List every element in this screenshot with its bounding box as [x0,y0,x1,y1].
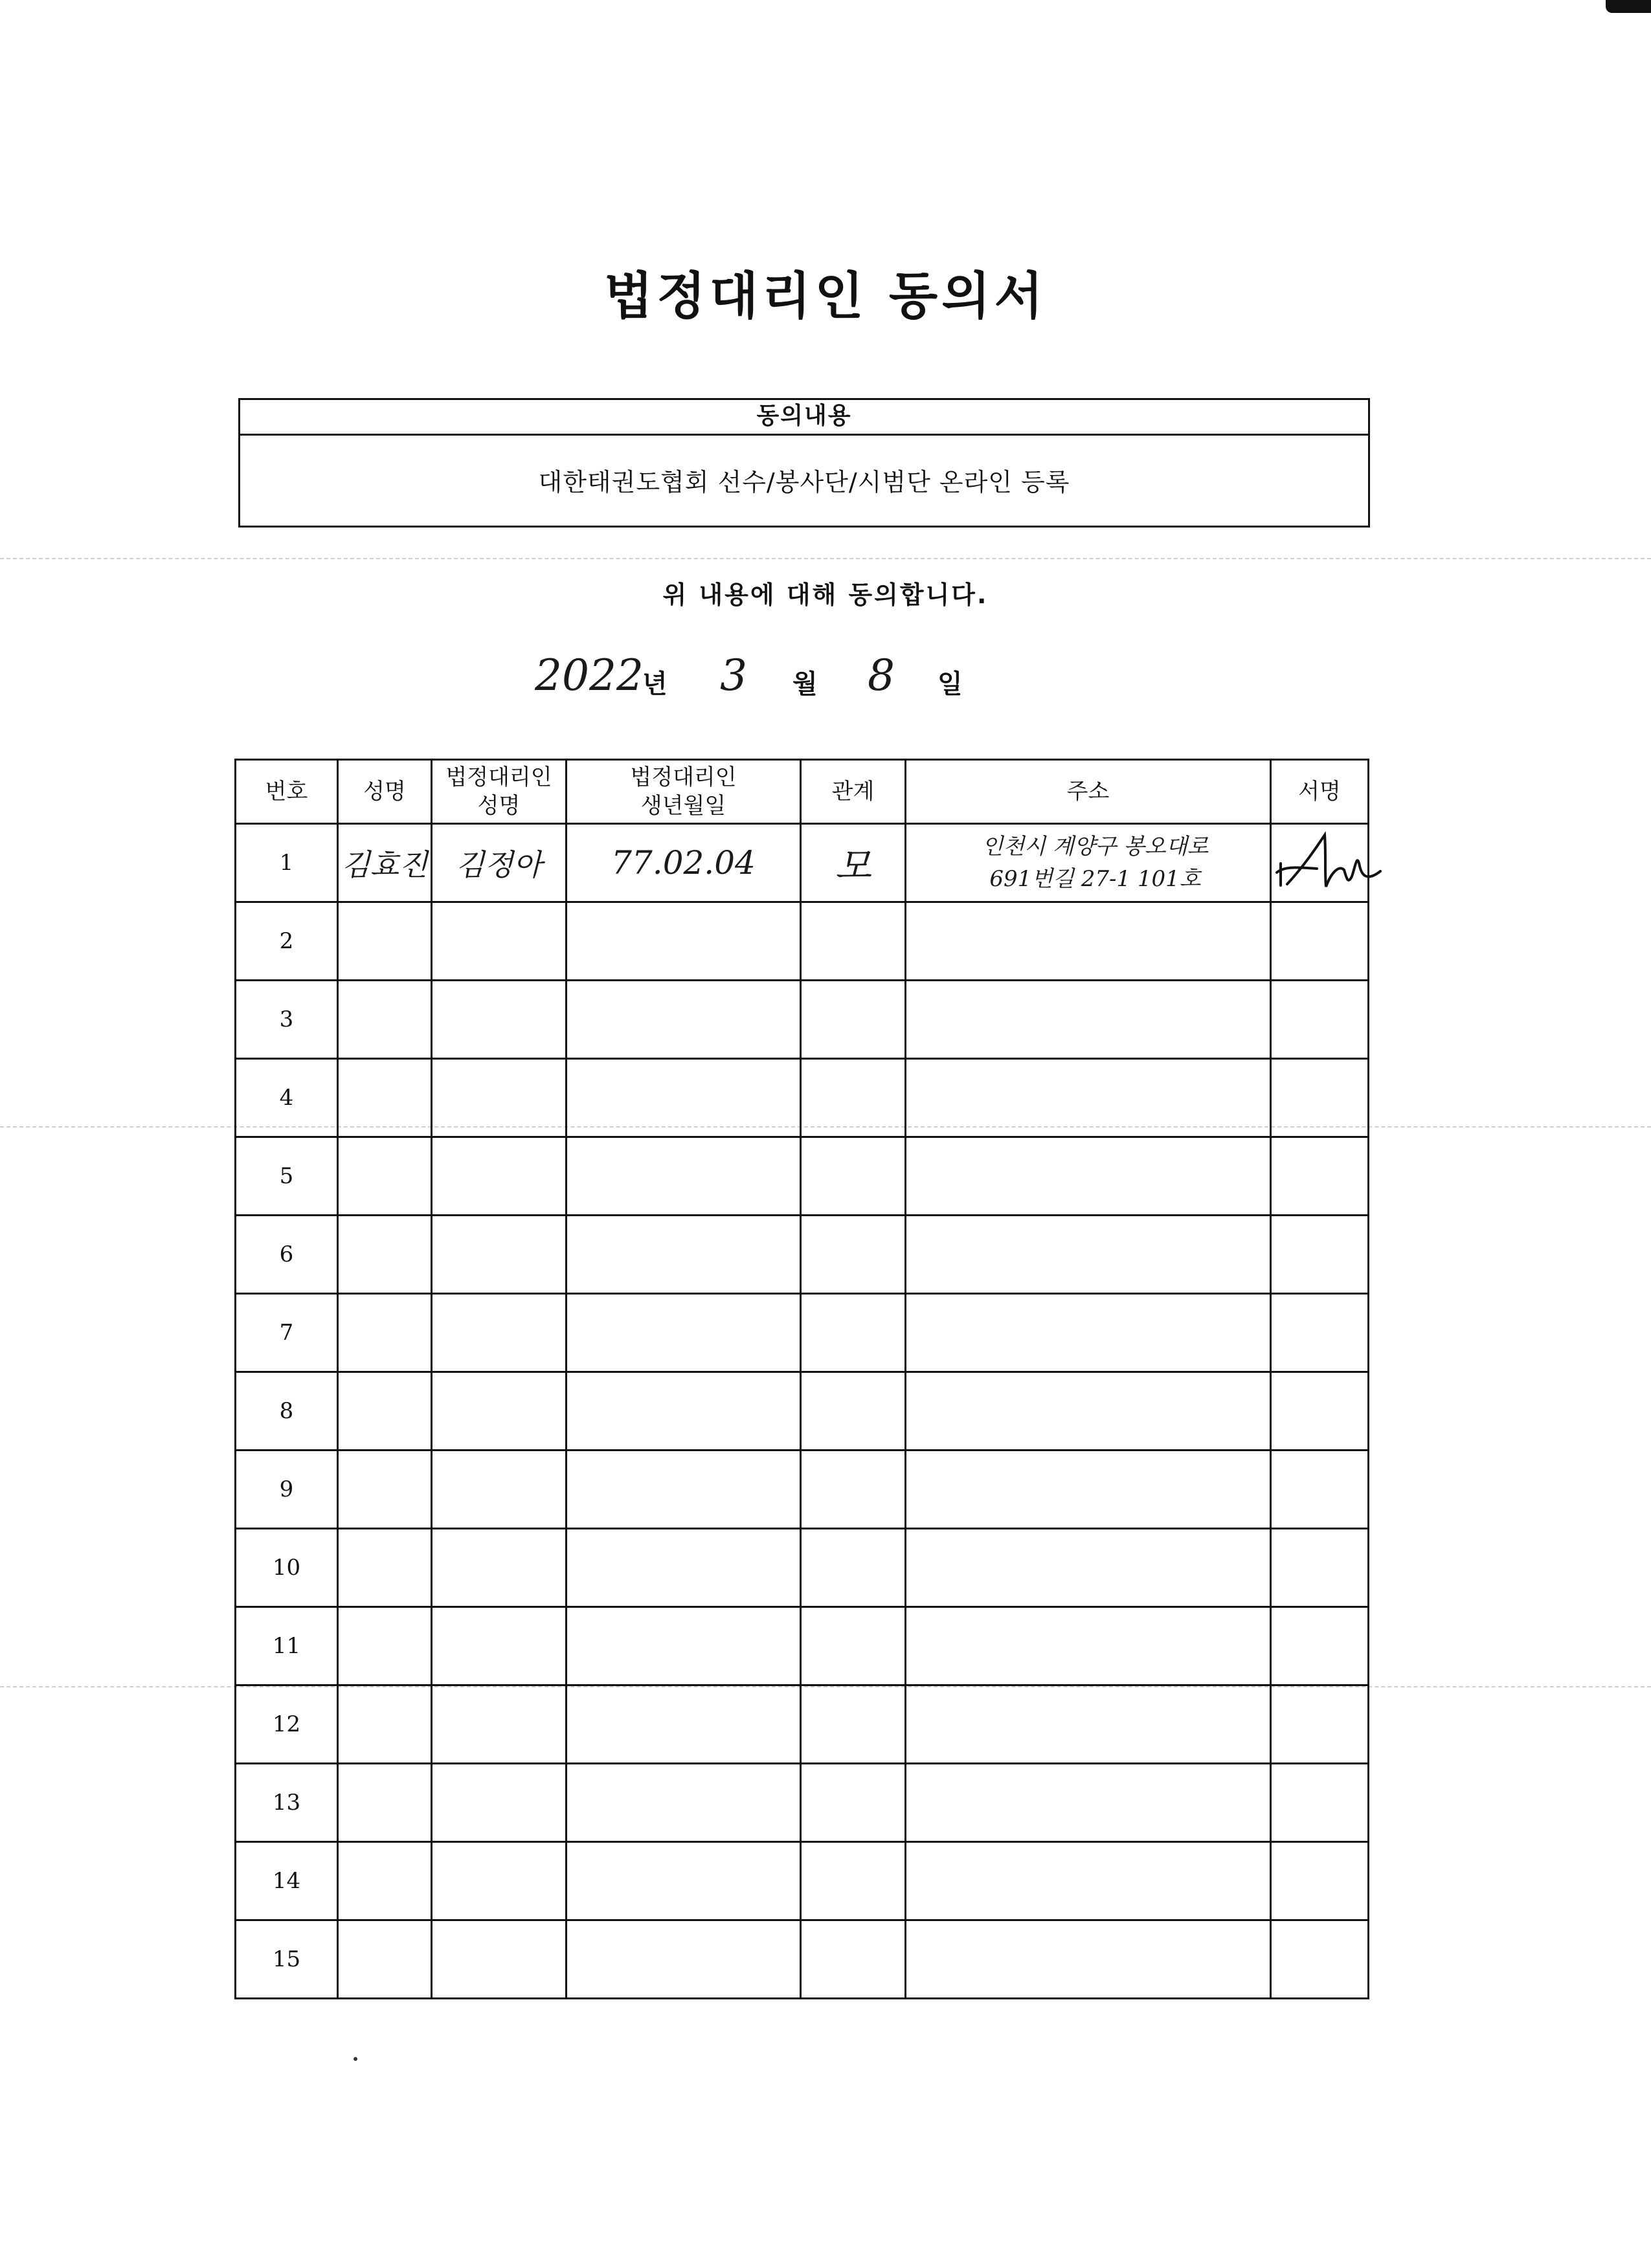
header-signature: 서명 [1271,760,1369,824]
relation-cell[interactable] [801,1685,906,1764]
row-number: 13 [236,1764,338,1842]
row-number: 12 [236,1685,338,1764]
relation-cell[interactable] [801,1764,906,1842]
rep-name-cell[interactable] [432,1216,567,1294]
relation-cell[interactable] [801,902,906,981]
relation-cell[interactable] [801,1216,906,1294]
row-number: 5 [236,1137,338,1216]
table-row [236,1294,1369,1372]
header-name: 성명 [338,760,432,824]
scan-speck [354,2057,357,2061]
table-row [236,1137,1369,1216]
rep-name-cell[interactable] [432,1685,567,1764]
row-number: 3 [236,981,338,1059]
header-rep-name-line2: 성명 [477,793,521,819]
signature-cell[interactable] [1271,1216,1369,1294]
relation-handwritten: 모 [801,824,906,902]
address-cell[interactable] [906,1842,1271,1920]
relation-cell[interactable] [801,1529,906,1607]
rep-birth-cell[interactable] [567,1451,801,1529]
signature-cell[interactable] [1271,902,1369,981]
table-row [236,824,1369,902]
signature-cell[interactable] [1271,1059,1369,1137]
table-header-row [236,760,1369,824]
address-cell[interactable] [906,902,1271,981]
relation-cell[interactable] [801,981,906,1059]
header-rep-birth [567,760,801,824]
address-cell[interactable] [906,1920,1271,1999]
table-row [236,1607,1369,1685]
table-row [236,1529,1369,1607]
agree-statement: 위 내용에 대해 동의합니다. [662,581,989,609]
header-address: 주소 [906,760,1271,824]
row-number: 1 [236,824,338,902]
rep-name-cell[interactable] [432,1294,567,1372]
date-day-handwritten: 8 [868,650,895,700]
address-cell[interactable] [906,1764,1271,1842]
consent-content: 대한태권도협회 선수/봉사단/시범단 온라인 등록 [538,468,1070,496]
address-line1: 인천시 계양구 봉오대로 [982,834,1209,860]
consent-box [238,398,1370,528]
address-line2: 691번길 27-1 101호 [989,866,1201,892]
relation-cell[interactable] [801,1294,906,1372]
rep-birth-cell[interactable] [567,1842,801,1920]
applicant-name-cell[interactable] [338,1920,432,1999]
date-line [0,650,1651,709]
row-number: 4 [236,1059,338,1137]
row-number: 11 [236,1607,338,1685]
date-month-handwritten: 3 [720,650,747,700]
applicant-name-cell[interactable] [338,1294,432,1372]
table-row [236,981,1369,1059]
header-rep-name [432,760,567,824]
applicant-name-cell[interactable] [338,981,432,1059]
relation-cell[interactable] [801,1137,906,1216]
rep-name-cell[interactable] [432,981,567,1059]
date-year-handwritten: 2022 [535,650,644,700]
header-rep-birth-line1: 법정대리인 [630,764,737,790]
table-row [236,1372,1369,1451]
signature-cell[interactable] [1271,1529,1369,1607]
handwritten-signature [1272,827,1382,898]
fold-line [0,558,1651,559]
rep-birth-cell[interactable] [567,1137,801,1216]
applicant-name-cell[interactable] [338,1764,432,1842]
table-row [236,1764,1369,1842]
rep-name-handwritten: 김정아 [432,824,567,902]
applicant-name-cell[interactable] [338,1451,432,1529]
address-cell[interactable] [906,1451,1271,1529]
address-cell[interactable] [906,1372,1271,1451]
document-title: 법정대리인 동의서 [604,267,1047,326]
rep-name-cell[interactable] [432,1451,567,1529]
date-month-label: 월 [792,669,818,699]
rep-birth-cell[interactable] [567,1529,801,1607]
rep-birth-handwritten: 77.02.04 [567,824,801,902]
row-number: 7 [236,1294,338,1372]
applicant-name-cell[interactable] [338,902,432,981]
rep-birth-cell[interactable] [567,1920,801,1999]
rep-birth-cell[interactable] [567,1216,801,1294]
rep-birth-cell[interactable] [567,1607,801,1685]
relation-cell[interactable] [801,1920,906,1999]
rep-birth-cell[interactable] [567,1764,801,1842]
address-cell[interactable] [906,1294,1271,1372]
applicant-name-cell[interactable] [338,1842,432,1920]
representative-table [234,759,1369,1999]
rep-birth-cell[interactable] [567,1685,801,1764]
table-row [236,1216,1369,1294]
signature-cell[interactable] [1271,1607,1369,1685]
rep-birth-cell[interactable] [567,1294,801,1372]
rep-birth-cell[interactable] [567,1372,801,1451]
address-cell[interactable] [906,1137,1271,1216]
address-cell[interactable] [906,1529,1271,1607]
row-number: 15 [236,1920,338,1999]
date-year-label: 년 [642,669,668,699]
applicant-name-cell[interactable] [338,1372,432,1451]
address-cell[interactable] [906,1216,1271,1294]
rep-birth-cell[interactable] [567,1059,801,1137]
rep-name-cell[interactable] [432,1607,567,1685]
applicant-name-cell[interactable] [338,1529,432,1607]
address-cell[interactable] [906,1059,1271,1137]
rep-birth-cell[interactable] [567,981,801,1059]
header-relation: 관계 [801,760,906,824]
signature-cell[interactable] [1271,1137,1369,1216]
header-no: 번호 [236,760,338,824]
header-rep-name-line1: 법정대리인 [445,764,552,790]
row-number: 2 [236,902,338,981]
signature-cell[interactable] [1271,1685,1369,1764]
relation-cell[interactable] [801,1059,906,1137]
row-number: 8 [236,1372,338,1451]
header-rep-birth-line2: 생년월일 [640,793,726,819]
address-cell[interactable] [906,981,1271,1059]
rep-name-cell[interactable] [432,1059,567,1137]
table-row [236,1451,1369,1529]
scan-corner-mark [1606,0,1651,13]
signature-cell[interactable] [1271,1842,1369,1920]
row-number: 9 [236,1451,338,1529]
address-handwritten [906,824,1271,902]
signature-cell[interactable] [1271,1372,1369,1451]
table-row [236,1842,1369,1920]
rep-name-cell[interactable] [432,1842,567,1920]
relation-cell[interactable] [801,1607,906,1685]
table-row [236,1920,1369,1999]
table-row [236,902,1369,981]
row-number: 6 [236,1216,338,1294]
address-cell[interactable] [906,1685,1271,1764]
applicant-name-cell[interactable] [338,1216,432,1294]
signature-cell [1271,824,1369,902]
signature-cell[interactable] [1271,1764,1369,1842]
table-row [236,1685,1369,1764]
consent-header: 동의내용 [240,400,1368,436]
signature-cell[interactable] [1271,981,1369,1059]
rep-name-cell[interactable] [432,1920,567,1999]
rep-name-cell[interactable] [432,1137,567,1216]
rep-name-cell[interactable] [432,1372,567,1451]
rep-name-cell[interactable] [432,1764,567,1842]
relation-cell[interactable] [801,1372,906,1451]
rep-name-cell[interactable] [432,902,567,981]
applicant-name-cell[interactable] [338,1137,432,1216]
address-cell[interactable] [906,1607,1271,1685]
signature-cell[interactable] [1271,1920,1369,1999]
date-day-label: 일 [938,669,963,699]
applicant-name-cell[interactable] [338,1685,432,1764]
signature-cell[interactable] [1271,1294,1369,1372]
applicant-name-handwritten: 김효진 [338,824,432,902]
applicant-name-cell[interactable] [338,1059,432,1137]
applicant-name-cell[interactable] [338,1607,432,1685]
relation-cell[interactable] [801,1451,906,1529]
signature-cell[interactable] [1271,1451,1369,1529]
table-row [236,1059,1369,1137]
row-number: 10 [236,1529,338,1607]
rep-birth-cell[interactable] [567,902,801,981]
row-number: 14 [236,1842,338,1920]
relation-cell[interactable] [801,1842,906,1920]
rep-name-cell[interactable] [432,1529,567,1607]
